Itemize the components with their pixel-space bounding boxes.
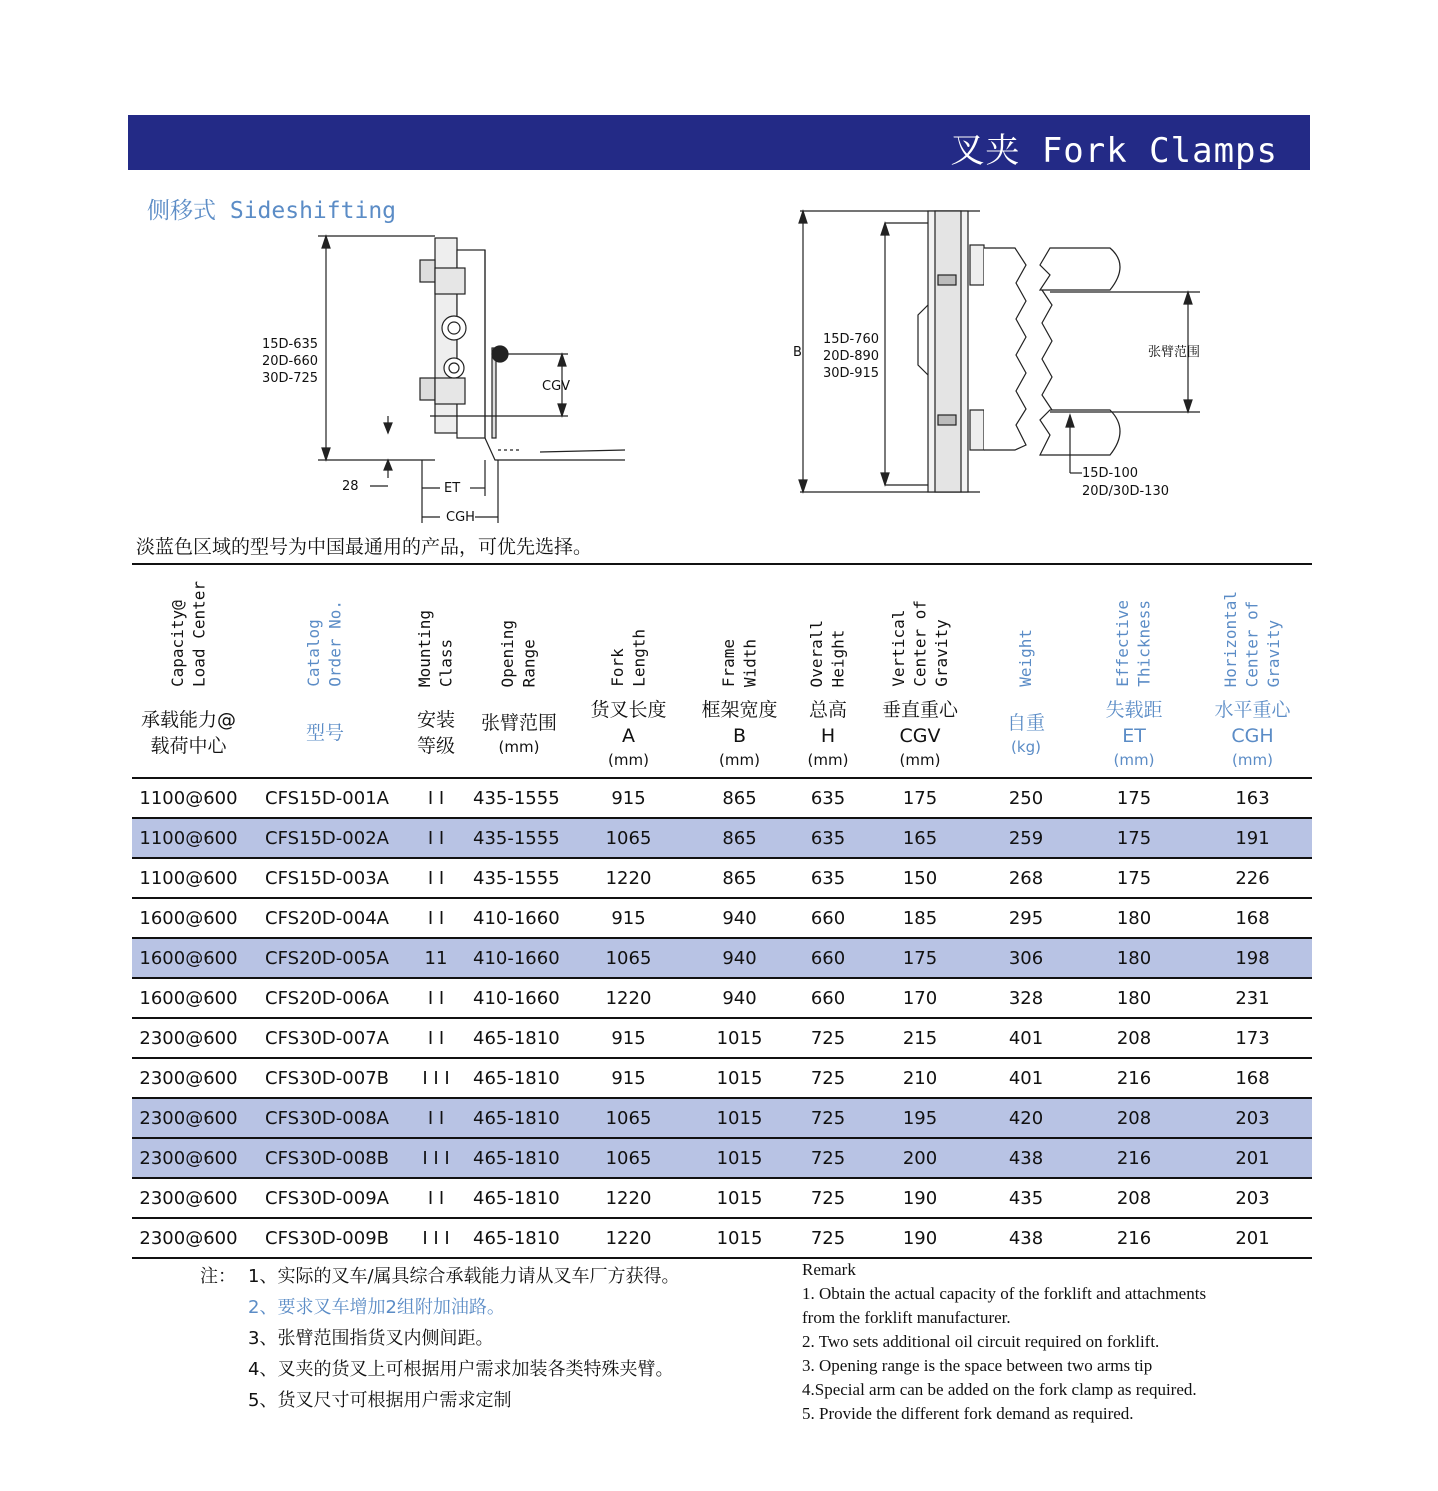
cell-cgv: 175 [863,938,977,978]
notes-prefix: 注： [200,1266,236,1287]
cell-weight: 438 [977,1138,1075,1178]
header-cn-capacity: 承载能力@ 载荷中心 [132,691,245,778]
table-row [132,898,1312,938]
table-row [132,1058,1312,1098]
note-cn-1: 1、实际的叉车/属具综合承载能力请从叉车厂方获得。 [248,1266,680,1287]
cell-catalog-no: CFS20D-004A [245,898,405,938]
cell-et: 180 [1075,978,1193,1018]
cell-overall-height: 725 [793,1178,863,1218]
cell-capacity: 2300@600 [132,1018,245,1058]
header-en-mounting: Mounting Class [405,564,467,691]
cell-capacity: 1100@600 [132,818,245,858]
cell-frame-width: 1015 [686,1058,793,1098]
table-row [132,1178,1312,1218]
cell-fork-length: 915 [571,1018,686,1058]
header-cn-et: 失载距 ET (mm) [1075,691,1193,778]
header-en-cgv: Vertical Center of Gravity [863,564,977,691]
header-cn-weight: 自重 (kg) [977,691,1075,778]
cell-cgv: 175 [863,778,977,818]
cell-capacity: 2300@600 [132,1138,245,1178]
front-view-diagram [790,205,1210,505]
cell-overall-height: 635 [793,858,863,898]
cell-fork-length: 915 [571,1058,686,1098]
opening-range-label: 张臂范围 [1148,345,1201,360]
height-label-15d-760: 15D-760 [823,332,880,347]
table-row [132,1218,1312,1258]
cell-opening-range: 465-1810 [467,1098,571,1138]
note-en-3: 3. Opening range is the space between two arms tip [802,1356,1153,1375]
section-subtitle: 侧移式 Sideshifting [147,198,397,224]
arm-label-15d: 15D-100 [1082,466,1139,481]
cell-fork-length: 915 [571,778,686,818]
table-row [132,778,1312,818]
arm-label-20d-30d: 20D/30D-130 [1082,484,1169,499]
cell-capacity: 1100@600 [132,858,245,898]
cell-catalog-no: CFS30D-009B [245,1218,405,1258]
cgv-label: CGV [542,379,571,394]
height-label-30d: 30D-725 [262,371,319,386]
cell-cgh: 203 [1193,1098,1312,1138]
cell-weight: 306 [977,938,1075,978]
table-row [132,818,1312,858]
cell-fork-length: 1065 [571,1098,686,1138]
cell-fork-length: 1220 [571,1218,686,1258]
cell-overall-height: 660 [793,898,863,938]
cell-frame-width: 1015 [686,1178,793,1218]
cell-fork-length: 915 [571,898,686,938]
cell-weight: 259 [977,818,1075,858]
cell-overall-height: 635 [793,778,863,818]
note-en-4: 4.Special arm can be added on the fork clamp as required. [802,1380,1197,1399]
note-en-1: 1. Obtain the actual capacity of the forklift and attachments [802,1284,1207,1303]
height-label-20d-890: 20D-890 [823,349,880,364]
header-cn-fork-length: 货叉长度 A (mm) [571,691,686,778]
note-cn-5: 5、货叉尺寸可根据用户需求定制 [248,1390,512,1411]
cell-frame-width: 865 [686,818,793,858]
remark-heading: Remark [802,1260,856,1279]
header-en-cgh: Horizontal Center of Gravity [1193,564,1312,691]
cell-opening-range: 435-1555 [467,818,571,858]
cell-cgv: 215 [863,1018,977,1058]
cell-cgv: 200 [863,1138,977,1178]
header-en-weight: Weight [977,564,1075,691]
dim-28-label: 28 [342,479,359,494]
cell-cgv: 190 [863,1178,977,1218]
spec-table [132,563,1312,1259]
header-cn-cgv: 垂直重心 CGV (mm) [863,691,977,778]
cell-et: 175 [1075,818,1193,858]
height-label-15d: 15D-635 [262,337,319,352]
cell-et: 180 [1075,898,1193,938]
cell-et: 180 [1075,938,1193,978]
cell-opening-range: 465-1810 [467,1178,571,1218]
cell-catalog-no: CFS30D-009A [245,1178,405,1218]
header-en-fork-length: Fork Length [571,564,686,691]
title-banner [128,115,1310,170]
cell-fork-length: 1065 [571,938,686,978]
cell-et: 216 [1075,1138,1193,1178]
cell-capacity: 1100@600 [132,778,245,818]
cell-capacity: 1600@600 [132,978,245,1018]
cell-cgh: 231 [1193,978,1312,1018]
cell-frame-width: 1015 [686,1218,793,1258]
cell-cgv: 190 [863,1218,977,1258]
notes-english [802,1258,1206,1426]
cell-mounting-class: I I [405,1098,467,1138]
cell-mounting-class: I I I [405,1218,467,1258]
cell-fork-length: 1065 [571,1138,686,1178]
header-en-frame-width: Frame Width [686,564,793,691]
cell-catalog-no: CFS15D-002A [245,818,405,858]
cell-frame-width: 865 [686,858,793,898]
side-view-diagram [250,228,650,528]
header-en-opening: Opening Range [467,564,571,691]
header-cn-frame-width: 框架宽度 B (mm) [686,691,793,778]
cell-catalog-no: CFS30D-007B [245,1058,405,1098]
cell-weight: 435 [977,1178,1075,1218]
cell-opening-range: 410-1660 [467,938,571,978]
spec-table-body [132,778,1312,1258]
cell-mounting-class: I I [405,978,467,1018]
cell-capacity: 2300@600 [132,1178,245,1218]
cell-overall-height: 725 [793,1218,863,1258]
header-cn-mounting: 安装 等级 [405,691,467,778]
cell-fork-length: 1220 [571,1178,686,1218]
et-label: ET [444,481,461,496]
cell-cgh: 163 [1193,778,1312,818]
cell-capacity: 2300@600 [132,1058,245,1098]
header-en-catalog: Catalog Order No. [245,564,405,691]
cell-weight: 328 [977,978,1075,1018]
header-en-overall-height: Overall Height [793,564,863,691]
cell-et: 216 [1075,1218,1193,1258]
cell-et: 175 [1075,778,1193,818]
cell-et: 175 [1075,858,1193,898]
cell-capacity: 1600@600 [132,898,245,938]
cell-frame-width: 940 [686,938,793,978]
cell-opening-range: 410-1660 [467,898,571,938]
note-en-5: 5. Provide the different fork demand as required. [802,1404,1134,1423]
cell-catalog-no: CFS30D-008B [245,1138,405,1178]
table-row [132,938,1312,978]
cell-mounting-class: I I [405,1178,467,1218]
cell-et: 208 [1075,1178,1193,1218]
cgh-label: CGH [446,510,475,525]
table-row [132,1098,1312,1138]
cell-et: 208 [1075,1018,1193,1058]
b-label: B [793,345,802,360]
cell-weight: 295 [977,898,1075,938]
cell-opening-range: 465-1810 [467,1058,571,1098]
cell-weight: 401 [977,1058,1075,1098]
cell-cgh: 198 [1193,938,1312,978]
cell-opening-range: 410-1660 [467,978,571,1018]
cell-capacity: 1600@600 [132,938,245,978]
cell-catalog-no: CFS30D-008A [245,1098,405,1138]
cell-opening-range: 435-1555 [467,778,571,818]
cell-cgh: 203 [1193,1178,1312,1218]
cell-cgv: 150 [863,858,977,898]
cell-frame-width: 940 [686,978,793,1018]
note-en-1-cont: from the forklift manufacturer. [802,1308,1011,1327]
preferred-models-note: 淡蓝色区域的型号为中国最通用的产品，可优先选择。 [136,536,593,558]
cell-overall-height: 635 [793,818,863,858]
cell-cgh: 168 [1193,898,1312,938]
header-en-et: Effective Thickness [1075,564,1193,691]
table-row [132,858,1312,898]
cell-mounting-class: I I I [405,1138,467,1178]
cell-capacity: 2300@600 [132,1098,245,1138]
cell-frame-width: 1015 [686,1138,793,1178]
height-label-20d: 20D-660 [262,354,319,369]
cell-mounting-class: I I [405,858,467,898]
cell-overall-height: 725 [793,1058,863,1098]
cell-fork-length: 1065 [571,818,686,858]
cell-catalog-no: CFS20D-006A [245,978,405,1018]
table-row [132,1138,1312,1178]
cell-frame-width: 1015 [686,1018,793,1058]
cell-cgh: 191 [1193,818,1312,858]
note-cn-3: 3、张臂范围指货叉内侧间距。 [248,1328,494,1349]
cell-cgv: 195 [863,1098,977,1138]
header-cn-opening: 张臂范围 (mm) [467,691,571,778]
cell-overall-height: 725 [793,1138,863,1178]
header-cn-cgh: 水平重心 CGH (mm) [1193,691,1312,778]
cell-mounting-class: I I [405,1018,467,1058]
cell-weight: 420 [977,1098,1075,1138]
cell-cgv: 170 [863,978,977,1018]
table-row [132,978,1312,1018]
note-cn-2: 2、要求叉车增加2组附加油路。 [248,1297,505,1318]
cell-overall-height: 660 [793,978,863,1018]
cell-fork-length: 1220 [571,858,686,898]
cell-mounting-class: I I I [405,1058,467,1098]
cell-overall-height: 725 [793,1098,863,1138]
cell-opening-range: 465-1810 [467,1018,571,1058]
note-cn-4: 4、叉夹的货叉上可根据用户需求加装各类特殊夹臂。 [248,1359,674,1380]
cell-weight: 401 [977,1018,1075,1058]
cell-opening-range: 465-1810 [467,1138,571,1178]
cell-cgv: 210 [863,1058,977,1098]
cell-capacity: 2300@600 [132,1218,245,1258]
header-cn-catalog: 型号 [245,691,405,778]
note-en-2: 2. Two sets additional oil circuit required on forklift. [802,1332,1160,1351]
cell-frame-width: 940 [686,898,793,938]
cell-catalog-no: CFS20D-005A [245,938,405,978]
cell-cgh: 173 [1193,1018,1312,1058]
cell-mounting-class: I I [405,898,467,938]
notes-chinese [200,1261,680,1416]
cell-opening-range: 435-1555 [467,858,571,898]
cell-cgv: 165 [863,818,977,858]
cell-weight: 438 [977,1218,1075,1258]
cell-catalog-no: CFS30D-007A [245,1018,405,1058]
cell-frame-width: 865 [686,778,793,818]
cell-weight: 250 [977,778,1075,818]
cell-cgh: 226 [1193,858,1312,898]
header-en-capacity: Capacity@ Load Center [132,564,245,691]
cell-overall-height: 660 [793,938,863,978]
cell-catalog-no: CFS15D-001A [245,778,405,818]
cell-et: 208 [1075,1098,1193,1138]
cell-fork-length: 1220 [571,978,686,1018]
cell-cgh: 201 [1193,1218,1312,1258]
table-row [132,1018,1312,1058]
cell-cgh: 201 [1193,1138,1312,1178]
cell-mounting-class: 11 [405,938,467,978]
cell-opening-range: 465-1810 [467,1218,571,1258]
cell-overall-height: 725 [793,1018,863,1058]
cell-cgh: 168 [1193,1058,1312,1098]
cell-cgv: 185 [863,898,977,938]
height-label-30d-915: 30D-915 [823,366,880,381]
page-title: 叉夹 Fork Clamps [950,131,1278,171]
cell-frame-width: 1015 [686,1098,793,1138]
cell-mounting-class: I I [405,818,467,858]
header-cn-overall-height: 总高 H (mm) [793,691,863,778]
cell-catalog-no: CFS15D-003A [245,858,405,898]
cell-et: 216 [1075,1058,1193,1098]
cell-weight: 268 [977,858,1075,898]
cell-mounting-class: I I [405,778,467,818]
